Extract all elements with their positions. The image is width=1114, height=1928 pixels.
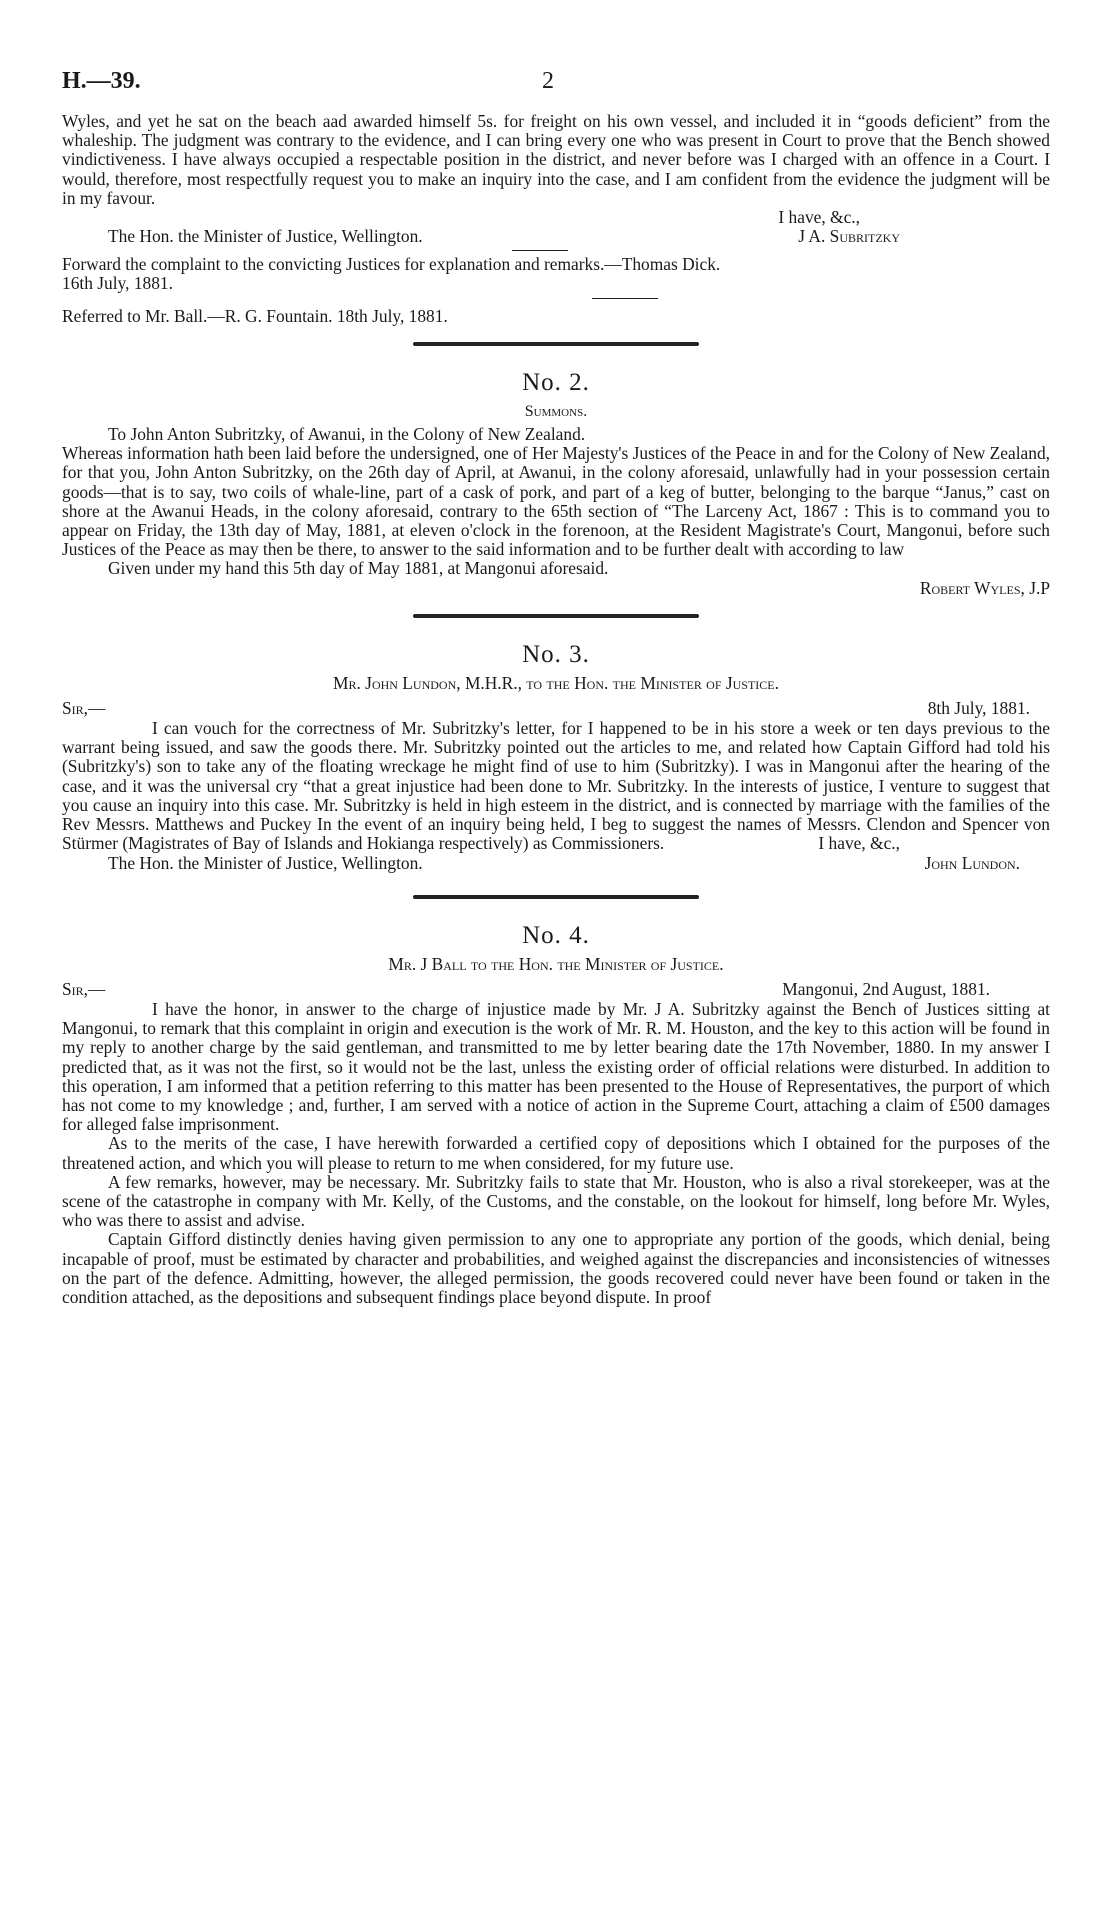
document-page: [62, 68, 1050, 1307]
referred-minute: Referred to Mr. Ball.—R. G. Fountain. 18th July, 1881.: [62, 305, 448, 326]
letter1-signature: J A. Subritzky: [798, 226, 900, 247]
page-header: [62, 68, 1050, 112]
letter-date: Mangonui, 2nd August, 1881.: [782, 978, 990, 999]
summons-body: Whereas information hath been laid before the undersigned, one of Her Majesty's Justices of the Peace in and for the Colony of New Zealand, for that you, John Anton Subritzky, on the 26th day of April, at Awanui, in the colony aforesaid, unlawfully had in your possession certain goods—that is to say, two coils of whale-line, part of a cask of pork, and part of a keg of butter, belonging to the barque “Janus,” cast on shore at the Awanui Heads, in the colony aforesaid, contrary to the 65th section of “The Larceny Act, 1867 : This is to command you to appear on Friday, the 13th day of May, 1881, at eleven o'clock in the forenoon, at the Resident Magistrate's Court, Mangonui, before such Justices of the Peace as may then be there, to answer to the said information and to be further dealt with according to law: [62, 443, 1050, 560]
letter3-signature-line: [62, 854, 1050, 873]
letter3-body: I can vouch for the correctness of Mr. Subritzky's letter, for I happened to be in his store a week or ten days previous to the warrant being issued, and saw the goods there. Mr. Subritzky pointed out the articles to me, and related how Captain Gifford had told his (Subritzky's) son to take any of the floating wreckage he might find of use to him (Subritzky). I was in Mangonui after the hearing of the case, and it was the universal cry “that a great injustice had been done to Mr. Subritzky. In the interests of justice, I venture to suggest that you cause an inquiry into this case. Mr. Subritzky is held in high esteem in the district, and is connected by marriage with the families of the Rev Messrs. Matthews and Puckey In the event of an inquiry being held, I beg to suggest the names of Messrs. Clendon and Spencer von Stürmer (Magistrates of Bay of Islands and Hokianga respectively) as Commissioners.: [62, 718, 1050, 854]
forward-date: 16th July, 1881.: [62, 273, 173, 294]
salutation-line: [62, 980, 1050, 1000]
letter1-addressee: The Hon. the Minister of Justice, Wellington.: [108, 226, 423, 247]
letter1-signature-line: [62, 227, 1050, 246]
divider-short: [592, 298, 658, 299]
forward-minute: Forward the complaint to the convicting Justices for explanation and remarks.—Thomas Dick.: [62, 254, 721, 275]
summons-addressee: To John Anton Subritzky, of Awanui, in the Colony of New Zealand.: [108, 424, 586, 445]
letter-date: 8th July, 1881.: [927, 698, 1030, 719]
divider-short: [512, 250, 568, 251]
section-divider: [413, 895, 699, 899]
section-title: Mr. John Lundon, M.H.R., to the Hon. the Minister of Justice.: [333, 672, 779, 693]
salutation: Sir,—: [62, 978, 106, 999]
section-number: No. 3.: [522, 640, 590, 668]
summons-given: Given under my hand this 5th day of May 1881, at Mangonui aforesaid.: [108, 558, 609, 579]
summons-signature: Robert Wyles, J.P: [919, 577, 1050, 598]
letter4-paragraph: As to the merits of the case, I have herewith forwarded a certified copy of depositions which I obtained for the purposes of the threatened action, and which you will please to return to me when considered, for my future use.: [62, 1133, 1050, 1173]
salutation: Sir,—: [62, 698, 106, 719]
letter3-signature: John Lundon.: [924, 852, 1020, 873]
section-title: Mr. J Ball to the Hon. the Minister of Justice.: [388, 953, 724, 974]
letter4-paragraph: Captain Gifford distinctly denies having given permission to any one to appropriate any portion of the goods, which denial, being incapable of proof, must be estimated by character and probabilities, and weighed against the discrepancies and inconsistencies of witnesses on the part of the defence. Admitting, however, the alleged permission, the goods recovered could never have been found or taken in the condition attached, as the depositions and subsequent findings place beyond dispute. In proof: [62, 1229, 1050, 1307]
letter4-paragraph: I have the honor, in answer to the charge of injustice made by Mr. J A. Subritzky against the Bench of Justices sitting at Mangonui, to remark that this complaint in origin and execution is the work of Mr. R. M. Houston, and the key to this action will be found in my reply to another charge by the said gentleman, and transmitted to me by letter bearing date the 17th November, 1880. In my answer I predicted that, as it was not the first, so it would not be the last, unless the existing order of official relations were disturbed. In addition to this operation, I am informed that a petition referring to this matter has been presented to the House of Representatives, the purport of which has not come to my knowledge ; and, further, I am served with a notice of action in the Supreme Court, attaching a claim of £500 damages for alleged false imprisonment.: [62, 998, 1050, 1135]
letter1-closing: I have, &c.,: [778, 207, 860, 228]
document-reference: H.—39.: [62, 68, 141, 94]
salutation-line: [62, 699, 1050, 719]
letter4-paragraph: A few remarks, however, may be necessary. Mr. Subritzky fails to state that Mr. Houston, who is also a rival storekeeper, was at the scene of the catastrophe in company with Mr. Kelly, of the Customs, and the constable, on the lookout for himself, long before Mr. Wyles, who was there to assist and advise.: [62, 1171, 1050, 1231]
section-divider: [413, 342, 699, 346]
section-number: No. 4.: [522, 921, 590, 949]
letter3-addressee: The Hon. the Minister of Justice, Wellington.: [108, 852, 423, 873]
section-number: No. 2.: [522, 368, 590, 396]
letter1-body: Wyles, and yet he sat on the beach aad awarded himself 5s. for freight on his own vessel, and included it in “goods deficient” from the whaleship. The judgment was contrary to the evidence, and I can bring every one who was present in Court to prove that the Bench showed vindictiveness. I have always occupied a respectable position in the district, and never before was I charged with an offence in a Court. I would, therefore, most respectfully request you to make an inquiry into the case, and I am confident from the evidence the judgment will be in my favour.: [62, 111, 1050, 208]
section-divider: [413, 614, 699, 618]
page-number: 2: [542, 68, 554, 94]
letter3-closing: I have, &c.,: [818, 833, 900, 854]
section-subtitle: Summons.: [524, 402, 588, 420]
